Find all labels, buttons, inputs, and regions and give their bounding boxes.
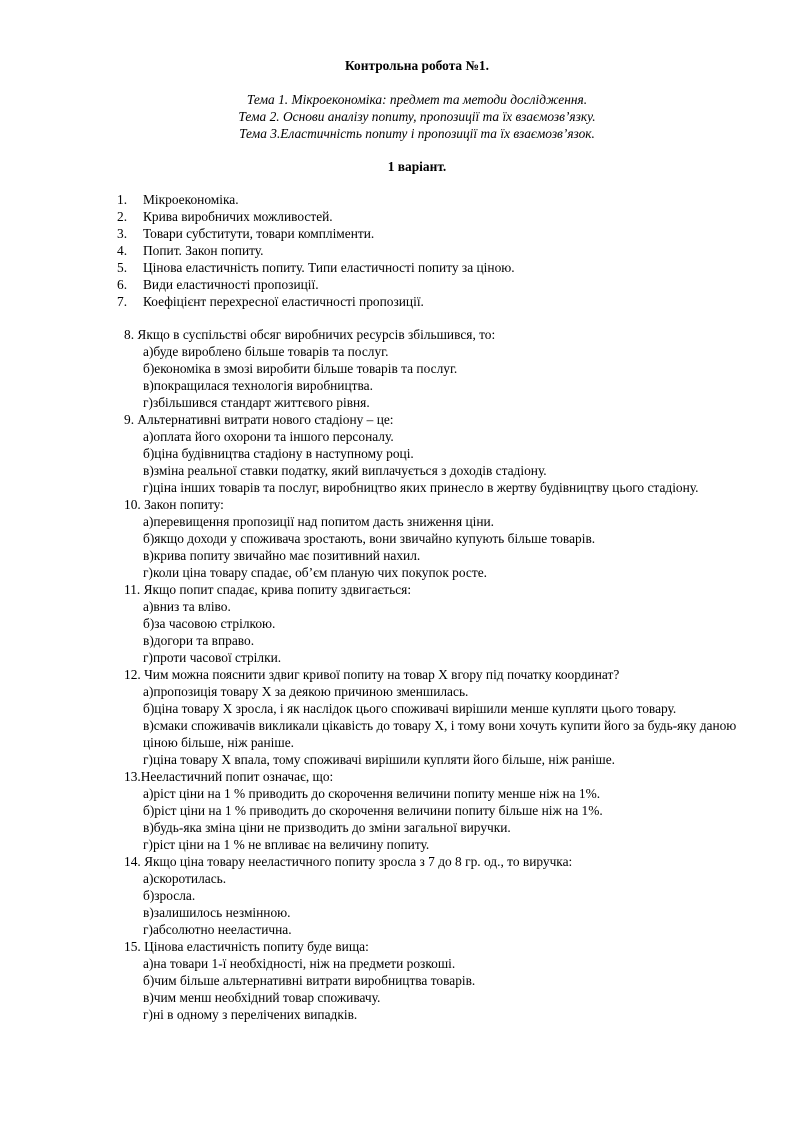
item-number: 1. bbox=[117, 192, 128, 207]
item-text: Цінова еластичність попиту. Типи еластичності попиту за ціною. bbox=[143, 260, 515, 275]
item-text: Крива виробничих можливостей. bbox=[143, 209, 333, 224]
answer-option: г)ціна інших товарів та послуг, виробництво яких принесло в жертву будівництву цього стадіону. bbox=[143, 480, 699, 495]
answer-option: а)буде вироблено більше товарів та послуг. bbox=[143, 344, 389, 359]
answer-option: в)смаки споживачів викликали цікавість до товару Х, і тому вони хочуть купити його за будь-яку даною ціною більше, ніж раніше. bbox=[143, 718, 737, 750]
item-number: 6. bbox=[117, 277, 128, 292]
question-item bbox=[0, 938, 794, 1023]
item-text: Коефіцієнт перехресної еластичності пропозиції. bbox=[143, 294, 424, 309]
list-item bbox=[117, 208, 515, 225]
answer-option: а)пропозиція товару Х за деякою причиною зменшилась. bbox=[143, 684, 469, 699]
variant-heading: 1 варіант. bbox=[387, 159, 447, 174]
answer-option: а)перевищення пропозиції над попитом дасть зниження ціни. bbox=[143, 514, 495, 529]
answer-option: г)абсолютно нееластична. bbox=[143, 922, 292, 937]
item-number: 3. bbox=[117, 226, 128, 241]
answer-option: а)на товари 1-ї необхідності, ніж на предмети розкоші. bbox=[143, 956, 456, 971]
document-title: Контрольна робота №1. bbox=[345, 58, 489, 73]
answer-option: г)коли ціна товару спадає, об’єм планую чих покупок росте. bbox=[143, 565, 487, 580]
answer-option: г)проти часової стрілки. bbox=[143, 650, 282, 665]
list-item bbox=[117, 293, 515, 310]
answer-option: г)ріст ціни на 1 % не впливає на величину попиту. bbox=[143, 837, 430, 852]
topic-line: Тема 2. Основи аналізу попиту, пропозиції та їх взаємозв’язку. bbox=[238, 109, 596, 124]
answer-option: б)ріст ціни на 1 % приводить до скорочення величини попиту більше ніж на 1%. bbox=[143, 803, 603, 818]
question-stem: 14. Якщо ціна товару нееластичного попиту зросла з 7 до 8 гр. од., то виручка: bbox=[124, 854, 573, 869]
answer-option: б)ціна будівництва стадіону в наступному році. bbox=[143, 446, 414, 461]
item-text: Види еластичності пропозиції. bbox=[143, 277, 319, 292]
topic-line: Тема 3.Еластичність попиту і пропозиції та їх взаємозв’язок. bbox=[239, 126, 595, 141]
answer-option: г)ні в одному з перелічених випадків. bbox=[143, 1007, 358, 1022]
answer-option: а)вниз та вліво. bbox=[143, 599, 231, 614]
question-stem: 9. Альтернативні витрати нового стадіону – це: bbox=[124, 412, 394, 427]
question-item bbox=[0, 853, 794, 938]
answer-option: б)економіка в змозі виробити більше товарів та послуг. bbox=[143, 361, 458, 376]
answer-option: б)ціна товару Х зросла, і як наслідок цього споживачі вирішили менше купляти цього товару. bbox=[143, 701, 677, 716]
list-item bbox=[117, 191, 515, 208]
item-text: Мікроекономіка. bbox=[143, 192, 239, 207]
answer-option: а)ріст ціни на 1 % приводить до скорочення величини попиту менше ніж на 1%. bbox=[143, 786, 601, 801]
list-item bbox=[117, 276, 515, 293]
item-number: 4. bbox=[117, 243, 128, 258]
answer-option: б)зросла. bbox=[143, 888, 196, 903]
topic-line: Тема 1. Мікроекономіка: предмет та методи дослідження. bbox=[246, 92, 588, 107]
item-number: 5. bbox=[117, 260, 128, 275]
item-text: Попит. Закон попиту. bbox=[143, 243, 264, 258]
list-item bbox=[117, 242, 515, 259]
topics-block bbox=[0, 91, 794, 142]
question-item bbox=[0, 581, 794, 666]
question-stem: 13.Нееластичний попит означає, що: bbox=[124, 769, 334, 784]
definitions-list bbox=[117, 191, 515, 310]
item-text: Товари субститути, товари компліменти. bbox=[143, 226, 375, 241]
answer-option: в)крива попиту звичайно має позитивний нахил. bbox=[143, 548, 421, 563]
question-stem: 10. Закон попиту: bbox=[124, 497, 224, 512]
answer-option: б)якщо доходи у споживача зростають, вони звичайно купують більше товарів. bbox=[143, 531, 596, 546]
question-item bbox=[0, 326, 794, 411]
question-stem: 15. Цінова еластичність попиту буде вища: bbox=[124, 939, 369, 954]
question-item bbox=[0, 666, 794, 768]
answer-option: б)чим більше альтернативні витрати виробництва товарів. bbox=[143, 973, 476, 988]
list-item bbox=[117, 225, 515, 242]
question-stem: 11. Якщо попит спадає, крива попиту здвигається: bbox=[124, 582, 412, 597]
answer-option: в)будь-яка зміна ціни не призводить до зміни загальної виручки. bbox=[143, 820, 511, 835]
answer-option: а)оплата його охорони та іншого персоналу. bbox=[143, 429, 394, 444]
item-number: 2. bbox=[117, 209, 128, 224]
answer-option: в)догори та вправо. bbox=[143, 633, 255, 648]
item-number: 7. bbox=[117, 294, 128, 309]
question-stem: 12. Чим можна пояснити здвиг кривої попиту на товар Х вгору під початку координат? bbox=[124, 667, 620, 682]
answer-option: в)залишилось незмінною. bbox=[143, 905, 291, 920]
answer-option: б)за часовою стрілкою. bbox=[143, 616, 276, 631]
question-item bbox=[0, 496, 794, 581]
answer-option: а)скоротилась. bbox=[143, 871, 227, 886]
question-item bbox=[0, 768, 794, 853]
questions-list bbox=[0, 326, 794, 1023]
answer-option: в)покращилася технологія виробництва. bbox=[143, 378, 373, 393]
question-stem: 8. Якщо в суспільстві обсяг виробничих ресурсів збільшився, то: bbox=[124, 327, 496, 342]
answer-option: в)чим менш необхідний товар споживачу. bbox=[143, 990, 381, 1005]
answer-option: г)збільшився стандарт життєвого рівня. bbox=[143, 395, 370, 410]
list-item bbox=[117, 259, 515, 276]
answer-option: в)зміна реальної ставки податку, який виплачується з доходів стадіону. bbox=[143, 463, 547, 478]
question-item bbox=[0, 411, 794, 496]
answer-option: г)ціна товару Х впала, тому споживачі вирішили купляти його більше, ніж раніше. bbox=[143, 752, 615, 767]
